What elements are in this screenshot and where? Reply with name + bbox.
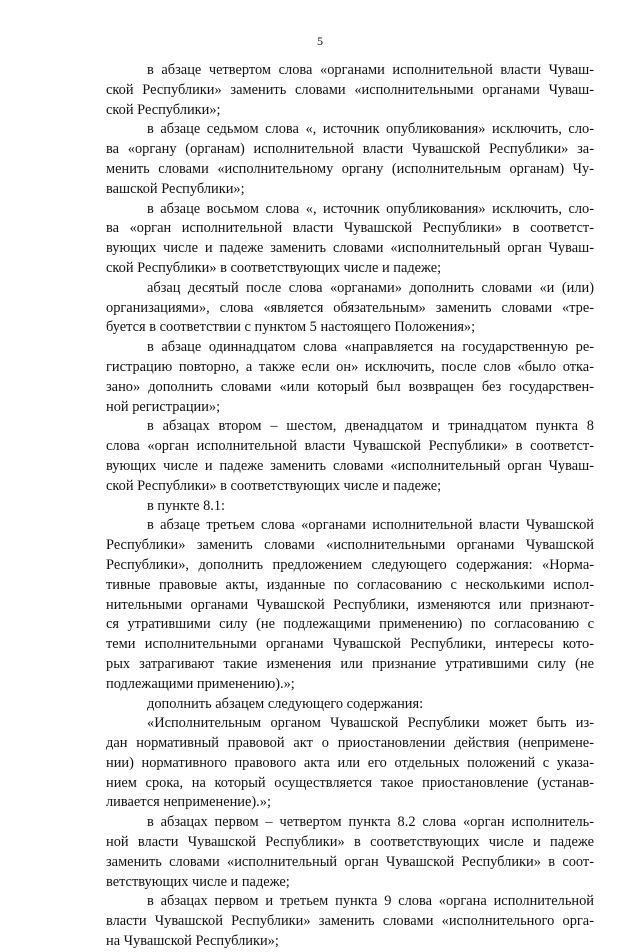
text-line: ской Республики» в соответствующих числе и падеже; <box>106 259 442 276</box>
text-line: вующих числе и падеже заменить словами «исполнительный орган Чуваш- <box>106 240 594 257</box>
text-line: дополнить абзацем следующего содержания: <box>147 695 424 712</box>
text-line: в пункте 8.1: <box>147 497 226 514</box>
text-line: ва «органу (органам) исполнительной власти Чувашской Республики» за- <box>106 141 594 158</box>
text-line: в абзаце седьмом слова «, источник опубликования» исключить, сло- <box>147 121 594 138</box>
text-line: в абзаце восьмом слова «, источник опубликования» исключить, сло- <box>147 200 594 217</box>
text-line: в абзаце одиннадцатом слова «направляется на государственную ре- <box>147 339 594 356</box>
text-line: власти Чувашской Республики» заменить словами «исполнительного орга- <box>106 913 594 930</box>
text-line: на Чувашской Республики»; <box>106 933 279 950</box>
text-line: абзац десятый после слова «органами» дополнить словами «и (или) <box>147 279 594 296</box>
text-line: Республики» заменить словами «исполнительными органами Чувашской <box>106 537 594 554</box>
text-line: нием срока, на который осуществляется такое приостановление (устанав- <box>106 774 594 791</box>
text-line: зано» дополнить словами «или который был возвращен без государствен- <box>106 378 594 395</box>
text-line: вашской Республики»; <box>106 180 245 197</box>
text-line: ской Республики»; <box>106 101 221 118</box>
text-line: заменить словами «исполнительный орган Чувашской Республики» в соот- <box>106 853 594 870</box>
text-line: Республики», дополнить предложением следующего содержания: «Норма- <box>106 556 594 573</box>
text-line: тивные правовые акты, изданные по согласованию с несколькими испол- <box>106 576 594 593</box>
text-line: дан нормативный правовой акт о приостановлении действия (непримене- <box>106 735 594 752</box>
text-line: «Исполнительным органом Чувашской Республики может быть из- <box>147 715 594 732</box>
text-line: менить словами «исполнительному органу (исполнительным органам) Чу- <box>106 160 594 177</box>
text-line: подлежащими применению).»; <box>106 675 295 692</box>
text-line: в абзаце четвертом слова «органами исполнительной власти Чуваш- <box>147 62 594 78</box>
text-line: в абзацах первом – четвертом пункта 8.2 слова «орган исполнитель- <box>147 814 594 831</box>
text-line: в абзацах первом и третьем пункта 9 слова «органа исполнительной <box>147 893 594 910</box>
text-line: ной власти Чувашской Республики» в соответствующих числе и падеже <box>106 834 594 851</box>
text-line: рых затрагивают такие изменения или признание утратившими силу (не <box>106 655 594 672</box>
page-number: 5 <box>317 34 323 48</box>
text-line: организациями», слова «является обязательным» заменить словами «тре- <box>106 299 594 316</box>
text-line: вующих числе и падеже заменить словами «исполнительный орган Чуваш- <box>106 457 594 474</box>
text-line: нии) нормативного правового акта или его отдельных положений с указа- <box>106 754 594 771</box>
text-line: ва «орган исполнительной власти Чувашской Республики» в соответст- <box>106 220 594 237</box>
text-line: ся утратившими силу (не подлежащими применению) по согласованию с <box>106 616 594 633</box>
text-line: слова «орган исполнительной власти Чувашской Республики» в соответст- <box>106 438 594 455</box>
document-body <box>106 61 594 952</box>
text-line: ветствующих числе и падеже; <box>106 873 290 890</box>
text-line: буется в соответствии с пунктом 5 настоящего Положения»; <box>106 319 476 336</box>
text-line: ливается неприменение).»; <box>106 794 271 811</box>
text-line: теми исполнительными органами Чувашской Республики, интересы кото- <box>106 636 594 653</box>
text-line: ской Республики» заменить словами «исполнительными органами Чуваш- <box>106 81 594 98</box>
text-line: в абзацах втором – шестом, двенадцатом и тринадцатом пункта 8 <box>147 418 594 435</box>
text-line: ной регистрации»; <box>106 398 221 415</box>
text-line: гистрацию повторно, а также если он» исключить, после слов «было отка- <box>106 358 594 375</box>
text-line: нительными органами Чувашской Республики, изменяются или признают- <box>106 596 594 613</box>
text-line: ской Республики» в соответствующих числе и падеже; <box>106 477 442 494</box>
text-line: в абзаце третьем слова «органами исполнительной власти Чувашской <box>147 517 594 534</box>
